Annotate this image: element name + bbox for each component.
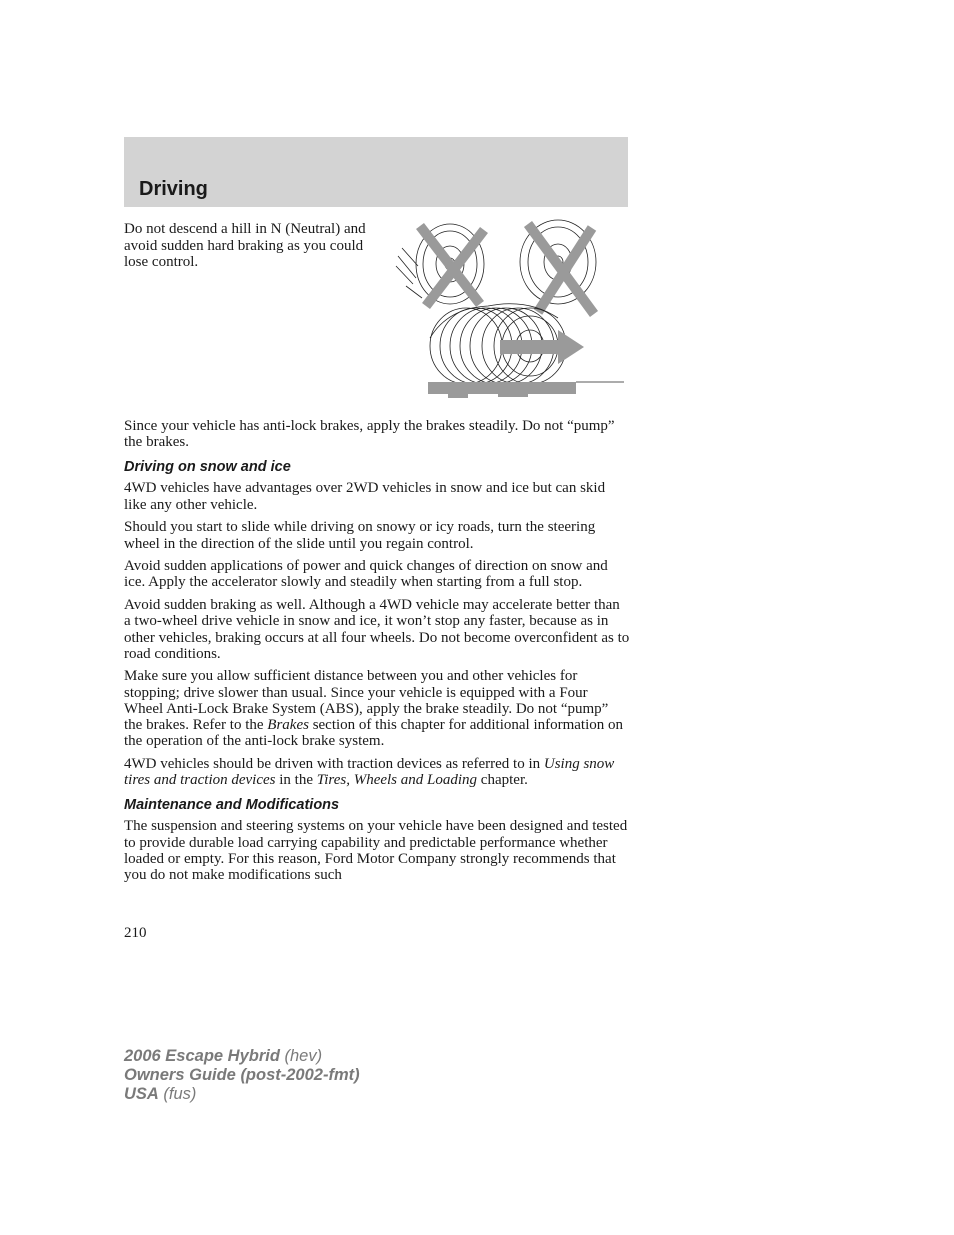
prohibited-x-icon	[420, 226, 484, 306]
document-footer	[124, 1047, 360, 1104]
paragraph-4wd-advantages: 4WD vehicles have advantages over 2WD vehicles in snow and ice but can skid like any other vehicle.	[124, 480, 606, 513]
paragraph-abs: Since your vehicle has anti-lock brakes, apply the brakes steadily. Do not “pump” the brakes.	[124, 418, 615, 451]
paragraph-distance: Make sure you allow sufficient distance between you and other vehicles for stopping; drive slower than usual. Since your vehicle is equipped with a Four Wheel Anti-Lock Brake System (ABS), apply the brake steadily. Do not “pump” the brakes. Refer to the Brakes section of this chapter for additional information on the operation of the anti-lock brake system.	[124, 668, 624, 750]
direction-arrow-icon	[500, 330, 584, 364]
paragraph-traction: 4WD vehicles should be driven with traction devices as referred to in Using snow tires and traction devices in the Tires, Wheels and Loading chapter.	[124, 755, 615, 789]
footer-line-3: USA (fus)	[124, 1085, 197, 1103]
paragraph-slide: Should you start to slide while driving on snowy or icy roads, turn the steering wheel in the direction of the slide until you regain control.	[124, 519, 596, 552]
paragraph-power: Avoid sudden applications of power and quick changes of direction on snow and ice. Apply the accelerator slowly and steadily when starting from a full stop.	[124, 558, 608, 591]
ground-line	[428, 382, 576, 398]
section-header-band	[124, 137, 628, 207]
footer-line-2: Owners Guide (post-2002-fmt)	[124, 1066, 360, 1084]
wheel-skid-figure	[388, 218, 628, 408]
snow-tires-reference: Using snow tires and traction devices	[124, 755, 615, 789]
section-title: Driving	[139, 178, 208, 200]
footer-line-1: 2006 Escape Hybrid (hev)	[124, 1047, 323, 1065]
heading-snow-ice: Driving on snow and ice	[124, 459, 291, 476]
page-number: 210	[124, 925, 147, 941]
prohibited-x-icon-2	[528, 224, 594, 314]
braking-illustration	[388, 218, 628, 408]
main-text-column	[124, 418, 630, 890]
paragraph-braking: Avoid sudden braking as well. Although a 4WD vehicle may accelerate better than a two-wheel drive vehicle in snow and ice, it won’t stop any faster, because as in other vehicles, braking occurs at all four wheels. Do not become overconfident as to road conditions.	[124, 597, 630, 662]
paragraph-suspension: The suspension and steering systems on your vehicle have been designed and tested to provide durable load carrying capability and predictable performance whether loaded or empty. For this reason, Ford Motor Company strongly recommends that you do not make modifications such	[124, 818, 628, 883]
brakes-reference: Brakes	[267, 717, 309, 734]
intro-paragraph: Do not descend a hill in N (Neutral) and avoid sudden hard braking as you could lose control.	[124, 221, 366, 270]
heading-maintenance: Maintenance and Modifications	[124, 797, 340, 814]
tires-chapter-reference: Tires, Wheels and Loading	[316, 772, 478, 789]
